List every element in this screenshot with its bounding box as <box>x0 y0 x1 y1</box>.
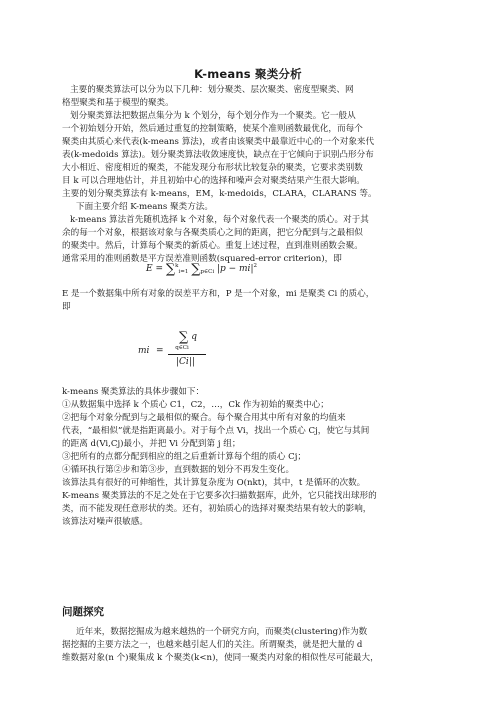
page-title: K-means 聚类分析 <box>194 67 302 81</box>
equation-explanation <box>62 288 434 314</box>
fraction-bar <box>168 354 206 355</box>
text-line: 通常采用的准则函数是平方误差准则函数(squared-error criterion)，即 <box>62 254 342 264</box>
squared-error-equation: E = ∑$^k_{i=1}$ $\sum_{p\in Ci}$ $|p - mi|^2$ <box>146 262 257 277</box>
text-line: 类，而不能发现任意形状的类。还有，初始质心的选择对聚类结果有较大的影响， <box>62 504 372 514</box>
eq2-numer-sub: q∈Ci <box>175 345 189 351</box>
text-line: 主要的聚类算法可以分为以下几种：划分聚类、层次聚类、密度型聚类、网 <box>70 85 354 95</box>
eq2-lhs: mi <box>138 346 150 356</box>
eq1-sum-upper: k <box>175 263 179 269</box>
eq1-body: p − mi <box>220 264 251 274</box>
text-line: 聚类由其质心来代表(k-means 算法)，或者由该聚类中最靠近中心的一个对象来代 <box>62 137 375 147</box>
section-paragraph <box>62 626 434 665</box>
text-line: ②把每个对象分配到与之最相似的聚合。每个聚合用其中所有对象的均值来 <box>62 413 346 423</box>
text-line: 余的每一个对象，根据该对象与各聚类质心之间的距离，把它分配到与之最相似 <box>62 228 363 238</box>
text-line: k-means 聚类算法的具体步骤如下： <box>62 387 205 397</box>
text-line: 即 <box>62 302 71 312</box>
text-line: 大小相近、密度相近的聚类，不能发现分布形状比较复杂的聚类，它要求类别数 <box>62 163 363 173</box>
text-line: ③把所有的点都分配到相应的组之后重新计算每个组的质心 Cj； <box>62 452 307 462</box>
text-line: 的聚类中。然后，计算每个聚类的新质心。重复上述过程，直到准则函数会聚。 <box>62 241 363 251</box>
text-line: 的距离 d(Vi,Cj)最小，并把 Vi 分配到第 j 组； <box>62 439 241 449</box>
text-line: E 是一个数据集中所有对象的误差平方和，P 是一个对象，mi 是聚类 Ci 的质心， <box>62 289 375 299</box>
text-line: 近年来，数据挖掘成为越来越热的一个研究方向，而聚类(clustering)作为数 <box>76 627 368 637</box>
eq1-exponent: 2 <box>253 263 257 269</box>
eq1-lhs: E <box>146 264 153 274</box>
intro-paragraph <box>62 84 434 266</box>
eq2-denominator: |Ci|| <box>176 357 195 367</box>
steps-paragraph <box>62 386 434 529</box>
text-line: 维数据对象(n 个)聚集成 k 个聚类(k<n)，使同一聚类内对象的相似性尽可能最大， <box>62 653 379 663</box>
text-line: 据挖掘的主要方法之一，也越来越引起人们的关注。所谓聚类，就是把大量的 d <box>62 640 363 650</box>
text-line: 目 k 可以合理地估计，并且初始中心的选择和噪声会对聚类结果产生很大影响。 <box>62 176 365 186</box>
text-line: 下面主要介绍 K-means 聚类方法。 <box>76 202 213 212</box>
summation-icon: ∑ <box>165 262 176 277</box>
text-line: K-means 聚类算法的不足之处在于它要多次扫描数据库，此外，它只能找出球形的 <box>62 491 377 501</box>
section-heading: 问题探究 <box>62 606 104 618</box>
text-line: k-means 算法首先随机选择 k 个对象，每个对象代表一个聚类的质心。对于其 <box>70 215 369 225</box>
text-line: 代表，“最相似”就是指距离最小。对于每个点 Vi，找出一个质心 Cj，使它与其间 <box>62 426 370 436</box>
text-line: ①从数据集中选择 k 个质心 C1，C2，…，Ck 作为初始的聚类中心； <box>62 400 329 410</box>
summation-icon: ∑ <box>191 262 201 277</box>
summation-icon: ∑ <box>179 330 189 345</box>
text-line: 一个初始划分开始，然后通过重复的控制策略，使某个准则函数最优化，而每个 <box>62 124 363 134</box>
text-line: 格型聚类和基于模型的聚类。 <box>62 98 174 108</box>
text-line: 主要的划分聚类算法有 k-means，EM，k-medoids，CLARA，CLARANS 等。 <box>62 189 377 199</box>
text-line: 该算法具有很好的可伸缩性，其计算复杂度为 O(nkt)，其中，t 是循环的次数。 <box>62 478 366 488</box>
eq1-sum-lower: i=1 <box>178 269 189 275</box>
eq2-numerator <box>168 330 208 351</box>
text-line: 该算法对噪声很敏感。 <box>62 517 148 527</box>
text-line: 表(k-medoids 算法)。划分聚类算法收敛速度快，缺点在于它倾向于识别凸形分布 <box>62 150 374 160</box>
text-line: ④循环执行第②步和第③步，直到数据的划分不再发生变化。 <box>62 465 295 475</box>
eq1-sum-lower-set: p∈Ci <box>200 269 215 275</box>
centroid-equation: mi = ∑ q q∈Ci |Ci|| <box>138 330 218 374</box>
eq2-numer-var: q <box>191 332 197 342</box>
text-line: 划分聚类算法把数据点集分为 k 个划分，每个划分作为一个聚类。它一般从 <box>70 111 356 121</box>
